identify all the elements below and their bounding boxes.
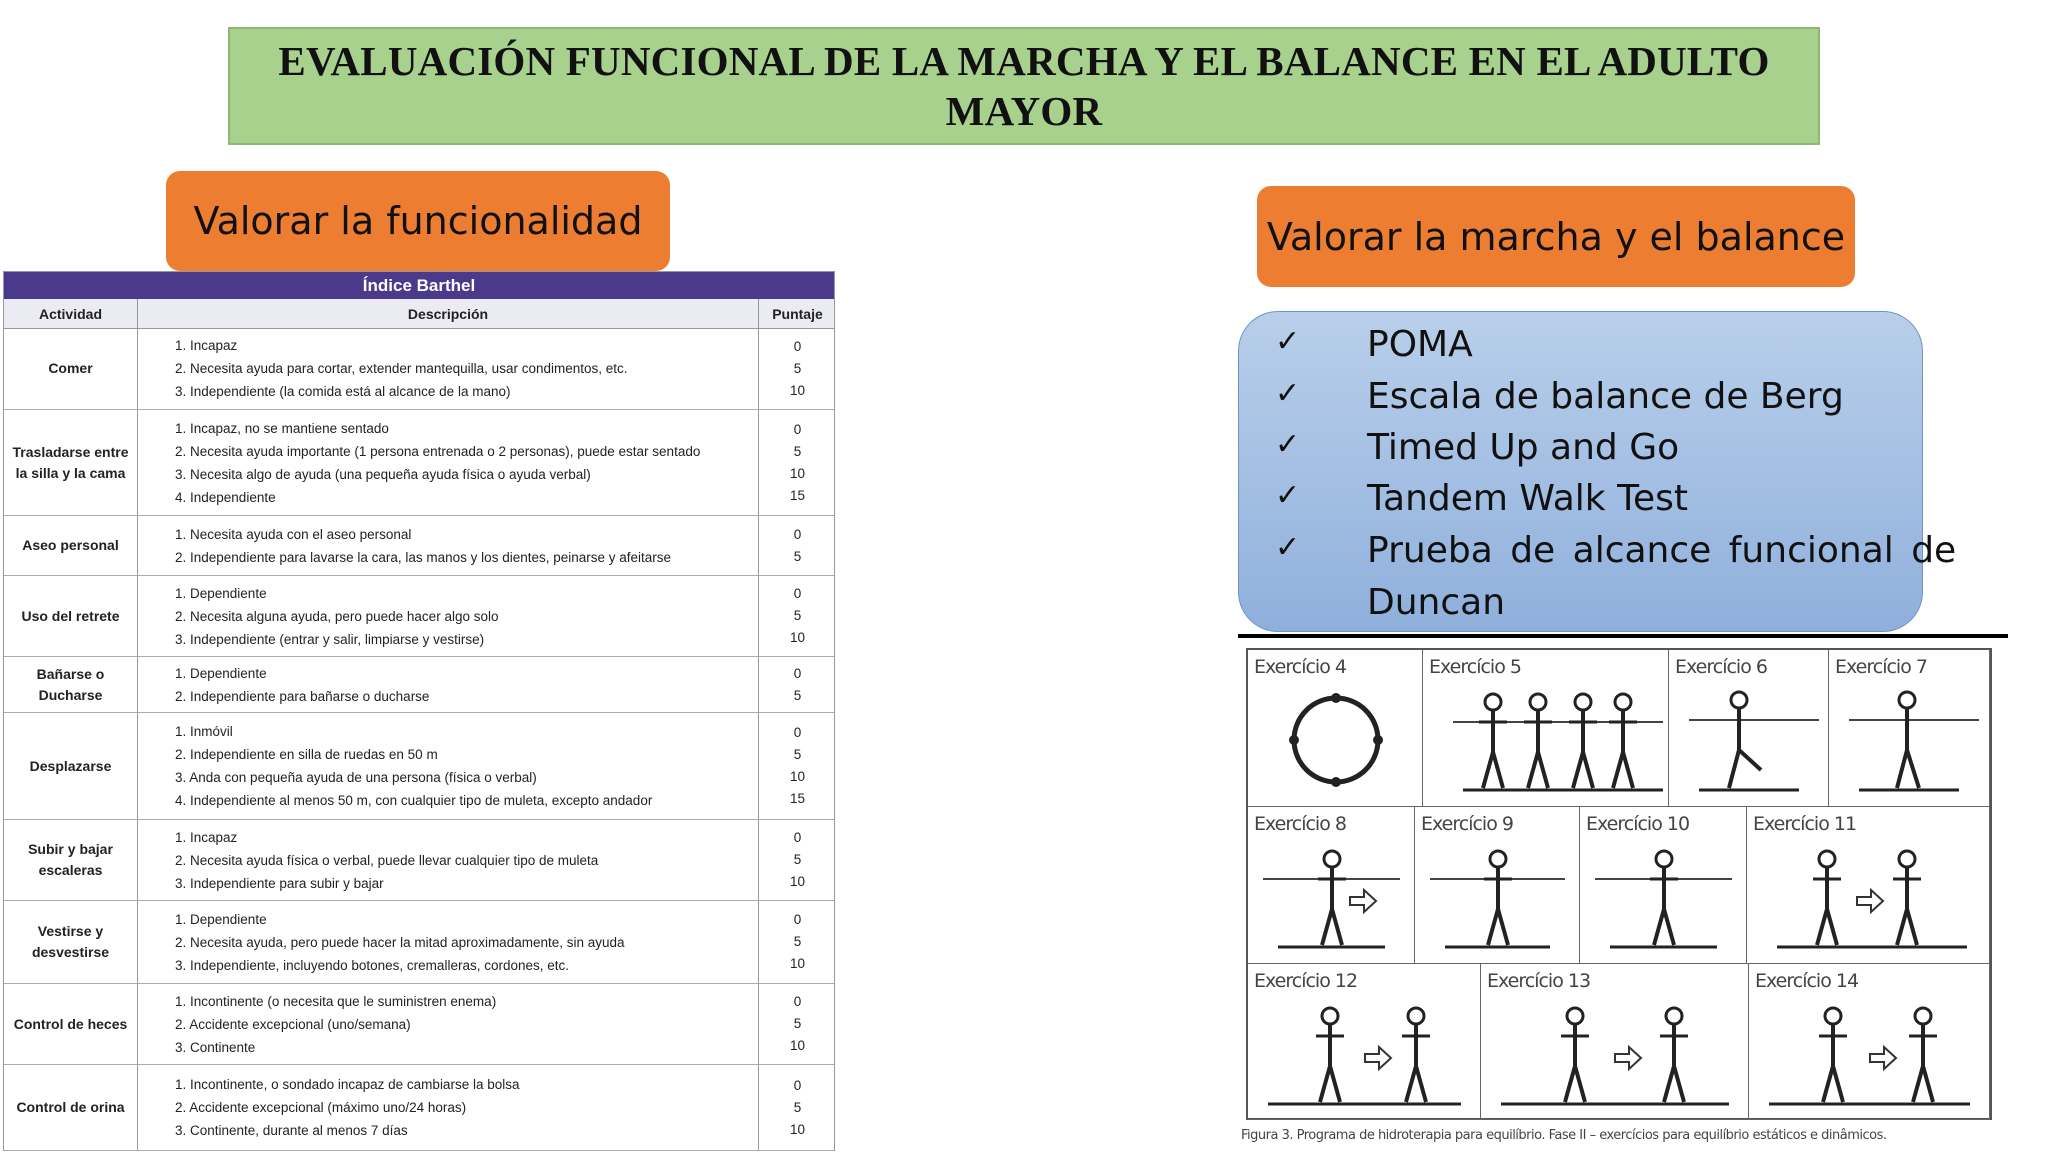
description-cell <box>175 820 598 900</box>
score-value: 10 <box>789 630 806 645</box>
divider-line <box>1238 634 2008 638</box>
check-icon: ✓ <box>1275 376 1301 411</box>
exercise-cell <box>1669 650 1829 807</box>
description-item: 3. Anda con pequeña ayuda de una persona (física o verbal) <box>175 770 537 785</box>
score-value: 0 <box>793 526 802 542</box>
check-icon: ✓ <box>1275 530 1301 565</box>
col-description-header: Descripción <box>407 305 489 322</box>
description-item: 3. Continente, durante al menos 7 días <box>175 1123 408 1138</box>
check-icon: ✓ <box>1275 427 1301 462</box>
exercise-cell <box>1829 650 1990 807</box>
valorar-funcionalidad-button[interactable]: Valorar la funcionalidad <box>166 171 670 271</box>
score-value: 0 <box>793 586 802 601</box>
exercise-cell <box>1248 807 1415 964</box>
score-value: 0 <box>793 994 802 1009</box>
exercise-label: Exercício 5 <box>1429 656 1521 678</box>
score-value: 5 <box>793 934 802 949</box>
exercise-cell <box>1248 650 1423 807</box>
exercise-cell <box>1423 650 1669 807</box>
description-item: 2. Accidente excepcional (máximo uno/24 horas) <box>175 1100 467 1115</box>
description-item: 2. Necesita alguna ayuda, pero puede hacer algo solo <box>175 608 499 624</box>
activity-cell: Comer <box>48 360 93 376</box>
exercise-label: Exercício 7 <box>1835 656 1927 678</box>
check-icon: ✓ <box>1275 324 1301 359</box>
exercise-label: Exercício 6 <box>1675 656 1767 678</box>
score-cell <box>759 516 836 575</box>
description-item: 2. Necesita ayuda, pero puede hacer la mitad aproximadamente, sin ayuda <box>175 934 625 950</box>
exercise-label: Exercício 11 <box>1753 813 1857 835</box>
description-item: 1. Dependiente <box>175 911 267 927</box>
activity-cell: Desplazarse <box>29 757 112 774</box>
description-cell <box>175 516 671 575</box>
table-row <box>4 901 834 984</box>
score-cell <box>759 713 836 819</box>
score-value: 0 <box>793 338 802 354</box>
score-cell <box>759 410 836 515</box>
score-value: 10 <box>789 1121 806 1137</box>
score-value: 5 <box>793 360 802 376</box>
score-value: 0 <box>793 912 802 927</box>
exercise-label: Exercício 8 <box>1254 813 1346 835</box>
exercise-cell <box>1481 964 1749 1120</box>
score-cell <box>759 901 836 983</box>
exercise-cell <box>1580 807 1747 964</box>
main-title-line1: EVALUACIÓN FUNCIONAL DE LA MARCHA Y EL BALANCE EN EL ADULTO <box>278 38 1770 84</box>
exercise-cell <box>1415 807 1580 964</box>
table-row <box>4 1065 834 1151</box>
score-value: 5 <box>793 443 802 459</box>
description-cell <box>175 576 498 656</box>
score-value: 0 <box>793 1077 802 1093</box>
balance-test-label: Timed Up and Go <box>1367 427 1680 468</box>
description-item: 2. Necesita ayuda importante (1 persona entrenada o 2 personas), puede estar sentado <box>175 443 701 459</box>
table-row <box>4 576 834 657</box>
description-cell <box>175 1065 519 1150</box>
description-item: 1. Incontinente, o sondado incapaz de cambiarse la bolsa <box>175 1077 520 1092</box>
description-item: 3. Independiente (la comida está al alcance de la mano) <box>175 384 511 399</box>
description-item: 2. Independiente para lavarse la cara, las manos y los dientes, peinarse y afeitarse <box>175 549 672 565</box>
activity-cell: Vestirse y desvestirse <box>31 923 110 960</box>
exercise-grid <box>1246 648 1992 1120</box>
score-cell <box>759 820 836 900</box>
description-item: 4. Independiente <box>175 489 276 505</box>
score-value: 10 <box>789 1038 806 1053</box>
description-item: 2. Independiente en silla de ruedas en 50 m <box>175 747 438 762</box>
score-value: 10 <box>789 874 806 889</box>
description-item: 2. Necesita ayuda para cortar, extender mantequilla, usar condimentos, etc. <box>175 361 628 376</box>
table-row <box>4 657 834 713</box>
score-value: 15 <box>789 791 806 806</box>
activity-cell: Aseo personal <box>22 537 119 553</box>
description-cell <box>175 328 628 409</box>
exercise-label: Exercício 9 <box>1421 813 1513 835</box>
exercise-figure <box>1238 642 1996 1152</box>
score-cell <box>759 984 836 1064</box>
balance-tests-box <box>1238 311 1957 632</box>
exercise-label: Exercício 13 <box>1487 970 1591 992</box>
exercise-label: Exercício 12 <box>1254 970 1358 992</box>
description-item: 1. Dependiente <box>175 585 267 601</box>
balance-test-label: Duncan <box>1367 582 1506 623</box>
score-value: 0 <box>793 725 802 740</box>
description-item: 1. Dependiente <box>175 665 267 681</box>
score-value: 10 <box>789 956 806 971</box>
description-cell <box>175 713 652 819</box>
col-score-header: Puntaje <box>772 305 823 322</box>
balance-test-label: POMA <box>1367 324 1473 365</box>
activity-cell: Trasladarse entre la silla y la cama <box>12 443 129 481</box>
description-cell <box>175 410 700 515</box>
score-value: 0 <box>793 665 802 681</box>
valorar-marcha-button[interactable]: Valorar la marcha y el balance <box>1257 186 1855 287</box>
activity-cell: Uso del retrete <box>21 607 120 624</box>
score-cell <box>759 1065 836 1150</box>
exercise-label: Exercício 14 <box>1755 970 1859 992</box>
activity-cell: Bañarse o Ducharse <box>36 665 105 703</box>
exercise-label: Exercício 10 <box>1586 813 1690 835</box>
exercise-cell <box>1248 964 1481 1120</box>
balance-test-label: Tandem Walk Test <box>1367 478 1688 519</box>
description-item: 1. Incapaz, no se mantiene sentado <box>175 420 389 436</box>
description-item: 3. Independiente, incluyendo botones, cremalleras, cordones, etc. <box>175 957 569 973</box>
score-value: 10 <box>789 769 806 784</box>
score-value: 10 <box>789 465 806 481</box>
score-value: 5 <box>793 852 802 867</box>
check-icon: ✓ <box>1275 478 1301 513</box>
description-item: 1. Incapaz <box>175 829 238 845</box>
score-value: 0 <box>793 421 802 437</box>
score-value: 5 <box>793 747 802 762</box>
description-item: 2. Necesita ayuda física o verbal, puede llevar cualquier tipo de muleta <box>175 852 599 868</box>
table-row <box>4 516 834 576</box>
score-value: 5 <box>793 608 802 623</box>
score-cell <box>759 328 836 409</box>
balance-test-label: Prueba de alcance funcional de <box>1367 530 1957 571</box>
table-row <box>4 328 834 410</box>
score-value: 0 <box>793 830 802 845</box>
score-cell <box>759 657 836 712</box>
score-value: 5 <box>793 548 802 564</box>
description-item: 3. Necesita algo de ayuda (una pequeña ayuda física o ayuda verbal) <box>175 466 591 482</box>
score-value: 5 <box>793 1016 802 1031</box>
score-value: 15 <box>789 487 806 503</box>
balance-test-label: Escala de balance de Berg <box>1367 376 1844 417</box>
exercise-cell <box>1747 807 1990 964</box>
table-row <box>4 820 834 901</box>
description-item: 3. Independiente para subir y bajar <box>175 875 384 891</box>
exercise-cell <box>1749 964 1990 1120</box>
description-item: 1. Incapaz <box>175 338 238 353</box>
description-item: 1. Necesita ayuda con el aseo personal <box>175 526 412 542</box>
description-item: 1. Inmóvil <box>175 724 233 739</box>
description-item: 2. Independiente para bañarse o ducharse <box>175 688 430 704</box>
description-item: 4. Independiente al menos 50 m, con cualquier tipo de muleta, excepto andador <box>175 793 653 808</box>
description-item: 2. Accidente excepcional (uno/semana) <box>175 1016 411 1032</box>
table-row <box>4 410 834 516</box>
barthel-header-row <box>4 299 834 329</box>
description-cell <box>175 657 429 712</box>
table-row <box>4 984 834 1065</box>
main-title-line2: MAYOR <box>945 88 1103 134</box>
score-cell <box>759 576 836 656</box>
description-item: 1. Incontinente (o necesita que le suministren enema) <box>175 993 497 1009</box>
barthel-title: Índice Barthel <box>4 272 834 299</box>
table-row <box>4 713 834 820</box>
score-value: 5 <box>793 687 802 703</box>
score-value: 10 <box>789 382 806 398</box>
activity-cell: Control de orina <box>16 1099 125 1115</box>
exercise-label: Exercício 4 <box>1254 656 1346 678</box>
score-value: 5 <box>793 1099 802 1115</box>
activity-cell: Control de heces <box>13 1015 128 1032</box>
main-title-banner <box>228 27 1820 145</box>
description-item: 3. Continente <box>175 1039 256 1055</box>
description-cell <box>175 901 625 983</box>
description-cell <box>175 984 496 1064</box>
col-activity-header: Actividad <box>38 305 102 322</box>
activity-cell: Subir y bajar escaleras <box>28 841 113 878</box>
figure-caption: Figura 3. Programa de hidroterapia para equilíbrio. Fase II – exercícios para equilíbrio estáticos e dinâmicos. <box>1241 1128 1887 1143</box>
description-item: 3. Independiente (entrar y salir, limpiarse y vestirse) <box>175 631 485 647</box>
barthel-index-table <box>3 271 835 1151</box>
